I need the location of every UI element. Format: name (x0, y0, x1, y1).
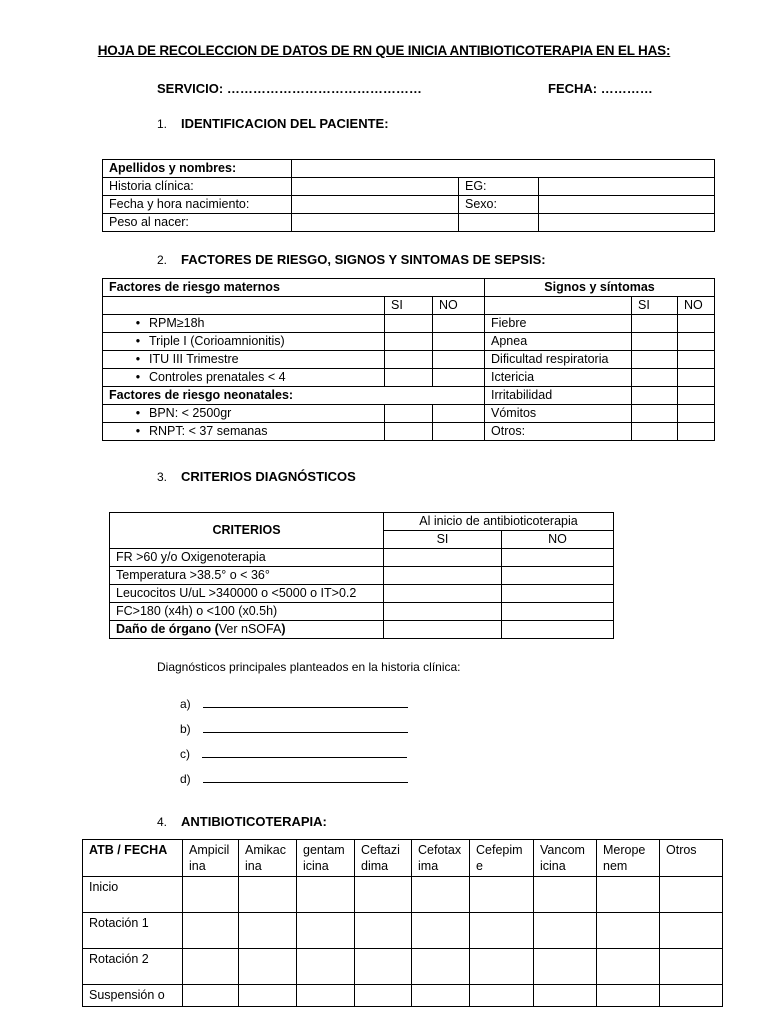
signs-symptoms-header: Signos y síntomas (485, 279, 715, 297)
col-header: Merope nem (597, 840, 660, 877)
atb-cell[interactable] (355, 877, 412, 913)
bullet-icon: • (135, 334, 141, 348)
no-checkbox-cell[interactable] (502, 549, 614, 567)
antibiotic-table (82, 839, 723, 1007)
atb-cell[interactable] (470, 913, 534, 949)
atb-cell[interactable] (470, 985, 534, 1007)
atb-cell[interactable] (183, 877, 239, 913)
col-header: Cefepim e (470, 840, 534, 877)
si-checkbox-cell[interactable] (632, 405, 678, 423)
bullet-icon: • (135, 316, 141, 330)
bullet-icon: • (135, 424, 141, 438)
empty-cell (459, 214, 539, 232)
atb-cell[interactable] (183, 985, 239, 1007)
col-header: Otros (660, 840, 723, 877)
col-header: Ampicil ina (183, 840, 239, 877)
neonatal-risk-item: • BPN: < 2500gr (103, 405, 385, 423)
maternal-risk-item: • ITU III Trimestre (103, 351, 385, 369)
no-header: NO (502, 531, 614, 549)
criteria-header: CRITERIOS (110, 513, 384, 549)
si-checkbox-cell[interactable] (385, 315, 433, 333)
no-checkbox-cell[interactable] (678, 405, 715, 423)
sign-item: Fiebre (485, 315, 632, 333)
no-checkbox-cell[interactable] (433, 423, 485, 441)
row-label: Suspensión o (83, 985, 183, 1007)
maternal-risk-item: • RPM≥18h (103, 315, 385, 333)
section-number: 2. (157, 253, 168, 267)
apellidos-label: Apellidos y nombres: (103, 160, 292, 178)
col-header: Cefotax ima (412, 840, 470, 877)
empty-cell (103, 297, 385, 315)
si-checkbox-cell[interactable] (632, 369, 678, 387)
atb-cell[interactable] (534, 985, 597, 1007)
no-checkbox-cell[interactable] (433, 369, 485, 387)
atb-cell[interactable] (412, 985, 470, 1007)
historia-label: Historia clínica: (103, 178, 292, 196)
si-checkbox-cell[interactable] (632, 315, 678, 333)
no-checkbox-cell[interactable] (433, 315, 485, 333)
si-checkbox-cell[interactable] (632, 351, 678, 369)
si-checkbox-cell[interactable] (385, 369, 433, 387)
patient-id-table (102, 159, 715, 232)
atb-cell[interactable] (239, 985, 297, 1007)
si-checkbox-cell[interactable] (384, 621, 502, 639)
eg-input[interactable] (539, 178, 715, 196)
maternal-risk-item: • Triple I (Corioamnionitis) (103, 333, 385, 351)
atb-cell[interactable] (597, 985, 660, 1007)
atb-cell[interactable] (660, 877, 723, 913)
bullet-icon: • (135, 370, 141, 384)
atb-cell[interactable] (534, 877, 597, 913)
no-header: NO (678, 297, 715, 315)
si-checkbox-cell[interactable] (632, 333, 678, 351)
section-title: IDENTIFICACION DEL PACIENTE: (181, 116, 389, 131)
fecha-nacimiento-label: Fecha y hora nacimiento: (103, 196, 292, 214)
no-checkbox-cell[interactable] (433, 333, 485, 351)
atb-cell[interactable] (470, 877, 534, 913)
apellidos-input[interactable] (292, 160, 715, 178)
inicio-header: Al inicio de antibioticoterapia (384, 513, 614, 531)
section-title: CRITERIOS DIAGNÓSTICOS (181, 469, 356, 484)
criteria-row: FR >60 y/o Oxigenoterapia (110, 549, 384, 567)
neonatal-risk-header: Factores de riesgo neonatales: (103, 387, 485, 405)
section-title: ANTIBIOTICOTERAPIA: (181, 814, 327, 829)
atb-cell[interactable] (355, 985, 412, 1007)
atb-cell[interactable] (239, 949, 297, 985)
section-number: 4. (157, 815, 168, 829)
row-label: Rotación 2 (83, 949, 183, 985)
diagnosis-line-c[interactable]: c) (180, 746, 407, 761)
empty-cell (485, 297, 632, 315)
atb-cell[interactable] (297, 949, 355, 985)
section-4-heading (157, 814, 327, 829)
atb-cell[interactable] (597, 877, 660, 913)
bullet-icon: • (135, 352, 141, 366)
bullet-icon: • (135, 406, 141, 420)
atb-cell[interactable] (297, 913, 355, 949)
no-checkbox-cell[interactable] (502, 603, 614, 621)
atb-cell[interactable] (239, 913, 297, 949)
section-number: 1. (157, 117, 168, 131)
si-checkbox-cell[interactable] (384, 549, 502, 567)
si-header: SI (632, 297, 678, 315)
diagnosis-intro: Diagnósticos principales planteados en la historia clínica: (157, 660, 461, 674)
atb-cell[interactable] (660, 985, 723, 1007)
criteria-row: Leucocitos U/uL >340000 o <5000 o IT>0.2 (110, 585, 384, 603)
si-checkbox-cell[interactable] (385, 423, 433, 441)
no-checkbox-cell[interactable] (502, 585, 614, 603)
si-header: SI (384, 531, 502, 549)
page-title: HOJA DE RECOLECCION DE DATOS DE RN QUE INICIA ANTIBIOTICOTERAPIA EN EL HAS: (97, 43, 671, 58)
si-checkbox-cell[interactable] (385, 351, 433, 369)
diagnostic-criteria-table (109, 512, 614, 639)
no-checkbox-cell[interactable] (433, 405, 485, 423)
si-checkbox-cell[interactable] (384, 567, 502, 585)
sexo-label: Sexo: (459, 196, 539, 214)
atb-cell[interactable] (534, 913, 597, 949)
atb-cell[interactable] (297, 985, 355, 1007)
sign-item: Irritabilidad (485, 387, 632, 405)
historia-input[interactable] (292, 178, 459, 196)
no-checkbox-cell[interactable] (678, 315, 715, 333)
si-checkbox-cell[interactable] (632, 387, 678, 405)
peso-label: Peso al nacer: (103, 214, 292, 232)
atb-cell[interactable] (355, 913, 412, 949)
atb-cell[interactable] (297, 877, 355, 913)
col-header: Ceftazi dima (355, 840, 412, 877)
eg-label: EG: (459, 178, 539, 196)
risk-factors-table (102, 278, 715, 441)
section-title: FACTORES DE RIESGO, SIGNOS Y SINTOMAS DE SEPSIS: (181, 252, 546, 267)
atb-cell[interactable] (239, 877, 297, 913)
section-3-heading (157, 469, 356, 484)
no-checkbox-cell[interactable] (502, 621, 614, 639)
row-label: Rotación 1 (83, 913, 183, 949)
neonatal-risk-item: • RNPT: < 37 semanas (103, 423, 385, 441)
col-header: Amikac ina (239, 840, 297, 877)
atb-cell[interactable] (470, 949, 534, 985)
no-checkbox-cell[interactable] (678, 333, 715, 351)
maternal-risk-item: • Controles prenatales < 4 (103, 369, 385, 387)
empty-cell (539, 214, 715, 232)
atb-cell[interactable] (412, 913, 470, 949)
si-checkbox-cell[interactable] (385, 333, 433, 351)
section-2-heading (157, 252, 546, 267)
atb-cell[interactable] (355, 949, 412, 985)
maternal-risk-header: Factores de riesgo maternos (103, 279, 485, 297)
no-checkbox-cell[interactable] (678, 351, 715, 369)
section-1-heading (157, 116, 389, 131)
diagnosis-line-a[interactable]: a) (180, 696, 408, 711)
no-checkbox-cell[interactable] (678, 423, 715, 441)
no-header: NO (433, 297, 485, 315)
organ-damage-row: Daño de órgano (Ver nSOFA) (110, 621, 384, 639)
diagnosis-line-b[interactable]: b) (180, 721, 408, 736)
si-checkbox-cell[interactable] (632, 423, 678, 441)
fecha-field[interactable]: FECHA: ………… (548, 81, 653, 96)
atb-cell[interactable] (183, 949, 239, 985)
sign-item: Otros: (485, 423, 632, 441)
no-checkbox-cell[interactable] (678, 369, 715, 387)
row-label: Inicio (83, 877, 183, 913)
criteria-row: Temperatura >38.5° o < 36° (110, 567, 384, 585)
diagnosis-line-d[interactable]: d) (180, 771, 408, 786)
peso-input[interactable] (292, 214, 459, 232)
atb-cell[interactable] (660, 913, 723, 949)
atb-cell[interactable] (660, 949, 723, 985)
sign-item: Dificultad respiratoria (485, 351, 632, 369)
servicio-field[interactable]: SERVICIO: ……………………………………… (157, 81, 422, 96)
atb-cell[interactable] (597, 913, 660, 949)
si-checkbox-cell[interactable] (384, 585, 502, 603)
no-checkbox-cell[interactable] (678, 387, 715, 405)
sign-item: Vómitos (485, 405, 632, 423)
atb-cell[interactable] (183, 913, 239, 949)
si-checkbox-cell[interactable] (385, 405, 433, 423)
si-header: SI (385, 297, 433, 315)
no-checkbox-cell[interactable] (433, 351, 485, 369)
col-header: gentam icina (297, 840, 355, 877)
atb-fecha-header: ATB / FECHA (83, 840, 183, 877)
atb-cell[interactable] (412, 877, 470, 913)
si-checkbox-cell[interactable] (384, 603, 502, 621)
fecha-nacimiento-input[interactable] (292, 196, 459, 214)
atb-cell[interactable] (597, 949, 660, 985)
atb-cell[interactable] (534, 949, 597, 985)
col-header: Vancom icina (534, 840, 597, 877)
sign-item: Apnea (485, 333, 632, 351)
sign-item: Ictericia (485, 369, 632, 387)
atb-cell[interactable] (412, 949, 470, 985)
section-number: 3. (157, 470, 168, 484)
criteria-row: FC>180 (x4h) o <100 (x0.5h) (110, 603, 384, 621)
no-checkbox-cell[interactable] (502, 567, 614, 585)
sexo-input[interactable] (539, 196, 715, 214)
